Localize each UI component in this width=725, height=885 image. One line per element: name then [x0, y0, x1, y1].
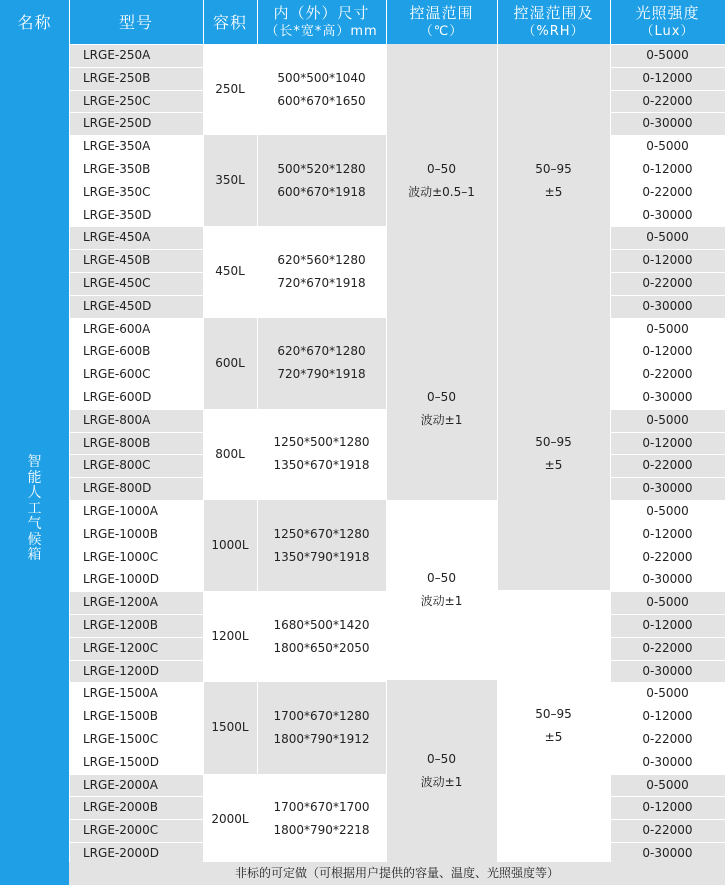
model-cell: LRGE-1500B	[83, 709, 159, 724]
inner-size: 500*520*1280	[277, 161, 366, 176]
header-temp: 控温范围 （℃）	[386, 0, 497, 44]
lux-cell: 0-12000	[642, 253, 693, 268]
header-model: 型号	[69, 0, 203, 44]
outer-size: 600*670*1918	[277, 184, 366, 199]
lux-cell: 0-12000	[642, 344, 693, 359]
model-cell: LRGE-2000C	[83, 823, 159, 838]
header-humidity: 控湿范围及 （%RH）	[497, 0, 610, 44]
model-cell: LRGE-800B	[83, 435, 151, 450]
volume-cell	[203, 135, 257, 226]
model-cell: LRGE-250D	[83, 116, 152, 131]
lux-cell: 0-30000	[642, 754, 693, 769]
lux-cell: 0-22000	[642, 823, 693, 838]
lux-cell: 0-22000	[642, 732, 693, 746]
model-cell: LRGE-450A	[83, 230, 151, 245]
lux-cell: 0-5000	[646, 504, 689, 518]
lux-cell: 0-30000	[642, 572, 693, 587]
model-cell: LRGE-350B	[83, 162, 151, 176]
model-cell: LRGE-2000A	[83, 777, 158, 792]
product-name-char: 候	[27, 531, 42, 548]
model-cell: LRGE-1500A	[83, 686, 158, 701]
size-cell	[257, 135, 386, 226]
volume-cell	[203, 591, 257, 682]
model-cell: LRGE-600A	[83, 321, 151, 336]
lux-cell: 0-22000	[642, 276, 693, 290]
model-cell: LRGE-600D	[83, 390, 152, 404]
size-cell	[257, 774, 386, 865]
lux-cell: 0-5000	[646, 412, 689, 427]
lux-cell: 0-5000	[646, 777, 689, 792]
model-cell: LRGE-250A	[83, 48, 151, 62]
volume-label: 250L	[215, 82, 245, 97]
lux-cell: 0-22000	[642, 184, 693, 199]
lux-cell: 0-22000	[642, 458, 693, 473]
inner-size: 1700*670*1280	[273, 708, 370, 723]
lux-cell: 0-12000	[642, 70, 693, 85]
column-separator	[386, 0, 387, 885]
model-cell: LRGE-450D	[83, 298, 152, 313]
product-name-cell	[0, 44, 69, 885]
lux-cell: 0-30000	[642, 116, 693, 131]
product-name-char: 工	[27, 500, 42, 517]
lux-cell: 0-22000	[642, 549, 693, 564]
volume-label: 800L	[215, 446, 245, 461]
model-cell: LRGE-1200D	[83, 663, 160, 678]
inner-size: 500*500*1040	[277, 70, 366, 85]
temp-block-3: 0–50 波动±1	[386, 500, 497, 680]
lux-cell: 0-5000	[646, 321, 689, 336]
lux-cell: 0-5000	[646, 230, 689, 245]
model-cell: LRGE-2000B	[83, 800, 159, 815]
outer-size: 1800*790*2218	[273, 823, 370, 838]
lux-cell: 0-12000	[642, 162, 693, 176]
product-name-char: 能	[27, 469, 42, 486]
model-cell: LRGE-350C	[83, 184, 151, 199]
lux-cell: 0-22000	[642, 367, 693, 382]
inner-size: 620*670*1280	[277, 344, 366, 359]
model-cell: LRGE-250C	[83, 93, 151, 108]
outer-size: 720*670*1918	[277, 275, 366, 290]
inner-size: 1250*500*1280	[273, 435, 370, 450]
humidity-block-1: 50–95 ±5	[497, 44, 610, 318]
volume-label: 1200L	[211, 629, 249, 644]
lux-cell: 0-30000	[642, 298, 693, 313]
header-lux: 光照强度 （Lux）	[610, 0, 725, 44]
model-cell: LRGE-1500D	[83, 754, 160, 769]
model-cell: LRGE-1200C	[83, 640, 159, 655]
product-name-char: 人	[27, 485, 42, 501]
column-separator	[203, 0, 204, 885]
product-name-char: 箱	[27, 547, 42, 563]
lux-cell: 0-5000	[646, 595, 689, 610]
lux-cell: 0-12000	[642, 526, 693, 541]
lux-cell: 0-5000	[646, 686, 689, 701]
size-cell	[257, 44, 386, 135]
outer-size: 1800*650*2050	[273, 640, 370, 655]
model-cell: LRGE-1000D	[83, 572, 160, 587]
lux-cell: 0-12000	[642, 618, 693, 632]
lux-cell: 0-30000	[642, 390, 693, 404]
temp-block-4: 0–50 波动±1	[386, 680, 497, 862]
lux-cell: 0-12000	[642, 709, 693, 724]
volume-label: 600L	[215, 355, 245, 370]
inner-size: 1700*670*1700	[273, 800, 370, 815]
volume-cell	[203, 226, 257, 317]
model-cell: LRGE-450C	[83, 276, 151, 290]
model-cell: LRGE-250B	[83, 70, 151, 85]
model-cell: LRGE-1200B	[83, 618, 159, 632]
volume-cell	[203, 682, 257, 773]
size-cell	[257, 318, 386, 409]
column-separator	[497, 0, 498, 885]
model-cell: LRGE-1000A	[83, 504, 158, 518]
lux-cell: 0-12000	[642, 435, 693, 450]
volume-cell	[203, 44, 257, 135]
column-separator	[610, 0, 611, 885]
header-size: 内（外）尺寸 （长*宽*高）mm	[257, 0, 386, 44]
volume-cell	[203, 774, 257, 865]
volume-cell	[203, 409, 257, 500]
volume-label: 450L	[215, 264, 245, 279]
lux-cell: 0-12000	[642, 800, 693, 815]
model-cell: LRGE-600C	[83, 367, 151, 382]
volume-label: 1000L	[211, 538, 249, 553]
humidity-block-2: 50–95 ±5	[497, 318, 610, 590]
column-separator	[257, 0, 258, 885]
volume-label: 1500L	[211, 720, 249, 735]
inner-size: 1250*670*1280	[273, 526, 370, 541]
temp-block-1: 0–50 波动±0.5–1	[386, 44, 497, 318]
outer-size: 1350*670*1918	[273, 458, 370, 473]
lux-cell: 0-22000	[642, 640, 693, 655]
model-cell: LRGE-800D	[83, 481, 152, 496]
lux-cell: 0-5000	[646, 139, 689, 154]
lux-cell: 0-30000	[642, 663, 693, 678]
temp-block-2: 0–50 波动±1	[386, 318, 497, 500]
lux-cell: 0-30000	[642, 481, 693, 496]
lux-cell: 0-5000	[646, 48, 689, 62]
model-cell: LRGE-1000B	[83, 526, 159, 541]
header-volume: 容积	[203, 0, 257, 44]
model-cell: LRGE-350D	[83, 207, 152, 222]
size-cell	[257, 591, 386, 682]
model-cell: LRGE-1000C	[83, 549, 159, 564]
model-cell: LRGE-350A	[83, 139, 151, 154]
size-cell	[257, 682, 386, 773]
custom-order-note: 非标的可定做（可根据用户提供的容量、温度、光照强度等）	[69, 862, 725, 885]
lux-cell: 0-22000	[642, 93, 693, 108]
product-name-char: 气	[27, 516, 42, 532]
model-cell: LRGE-1500C	[83, 732, 159, 746]
inner-size: 1680*500*1420	[273, 617, 370, 632]
outer-size: 1800*790*1912	[273, 731, 370, 746]
volume-label: 2000L	[211, 811, 249, 826]
size-cell	[257, 409, 386, 500]
volume-cell	[203, 500, 257, 591]
model-cell: LRGE-800A	[83, 412, 151, 427]
outer-size: 1350*790*1918	[273, 549, 370, 564]
inner-size: 620*560*1280	[277, 252, 366, 267]
model-cell: LRGE-2000D	[83, 846, 160, 860]
lux-cell: 0-30000	[642, 846, 693, 860]
outer-size: 600*670*1650	[277, 93, 366, 108]
volume-cell	[203, 318, 257, 409]
column-separator	[69, 0, 70, 885]
model-cell: LRGE-600B	[83, 344, 151, 359]
volume-label: 350L	[215, 173, 245, 188]
model-cell: LRGE-450B	[83, 253, 151, 268]
model-cell: LRGE-800C	[83, 458, 151, 473]
model-cell: LRGE-1200A	[83, 595, 158, 610]
size-cell	[257, 500, 386, 591]
product-name	[0, 455, 69, 564]
size-cell	[257, 226, 386, 317]
lux-cell: 0-30000	[642, 207, 693, 222]
outer-size: 720*790*1918	[277, 367, 366, 382]
header-name: 名称	[0, 0, 69, 44]
product-name-char: 智	[27, 454, 42, 470]
humidity-block-3: 50–95 ±5	[497, 590, 610, 862]
